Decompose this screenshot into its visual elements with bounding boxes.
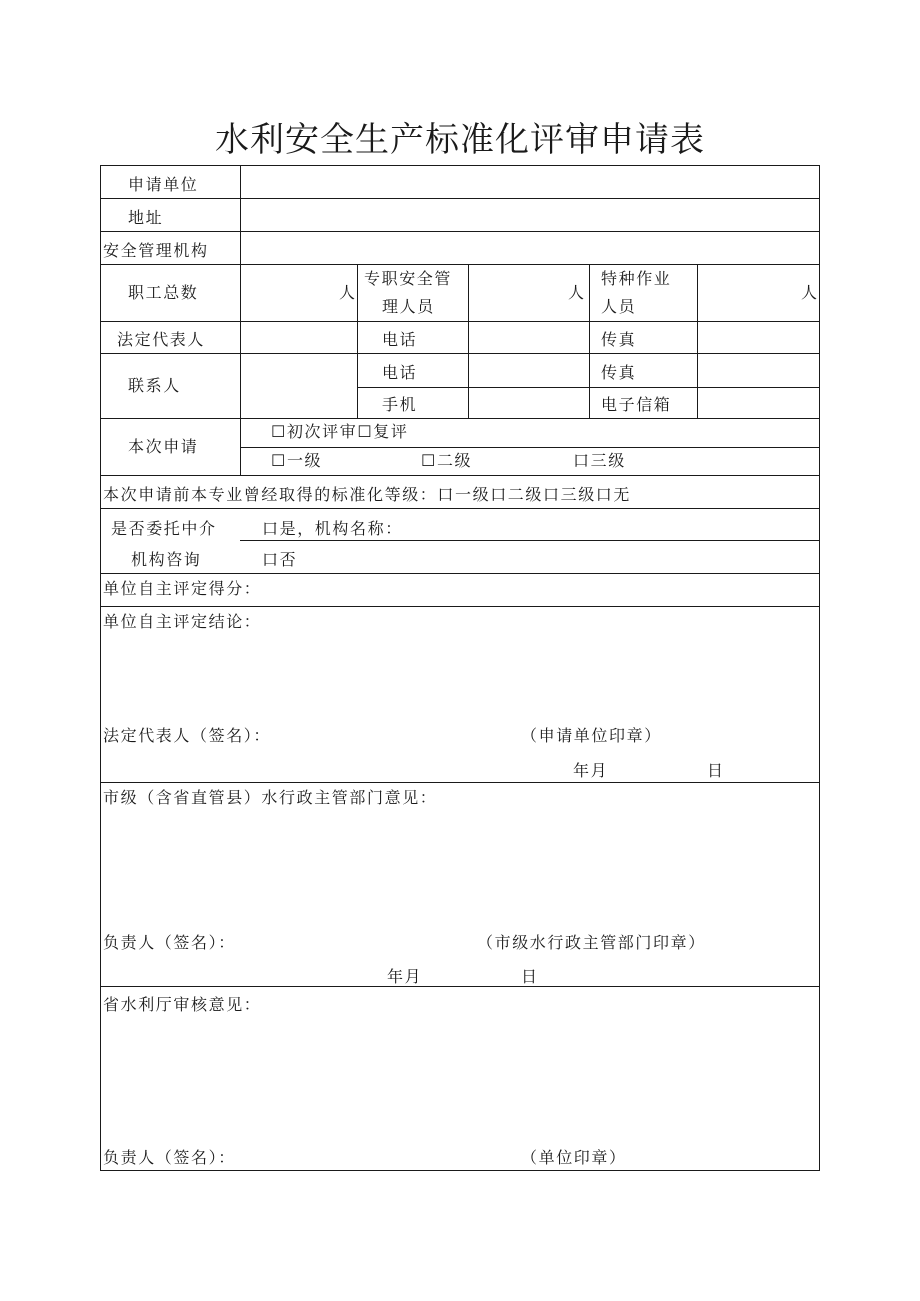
self-eval-score-label: 单位自主评定得分：	[103, 579, 262, 598]
contact-email-label: 电子信箱	[601, 395, 672, 414]
contact-mobile-field[interactable]	[469, 388, 589, 418]
city-seal-label: （市级水行政主管部门印章）	[477, 933, 706, 952]
legal-rep-fax-label: 传真	[601, 330, 637, 349]
province-seal-label: （单位印章）	[521, 1148, 627, 1167]
contact-field[interactable]	[241, 354, 357, 418]
special-ops-unit: 人	[801, 283, 819, 302]
special-ops-label-1: 特种作业	[601, 269, 672, 288]
row-divider	[101, 418, 819, 419]
intermediary-no-option[interactable]: 口否	[262, 550, 298, 569]
row-divider	[101, 606, 819, 607]
contact-label: 联系人	[128, 376, 181, 395]
address-label: 地址	[128, 208, 164, 227]
address-field[interactable]	[241, 199, 819, 231]
col-divider	[589, 264, 590, 418]
city-opinion-label: 市级（含省直管县）水行政主管部门意见：	[103, 788, 438, 807]
level-option-1[interactable]: ☐一级	[271, 451, 323, 470]
contact-phone-label: 电话	[382, 363, 418, 382]
application-form-table	[100, 165, 820, 1171]
row-divider	[240, 540, 819, 541]
level-option-3[interactable]: 口三级	[573, 451, 626, 470]
self-eval-date-d: 日	[707, 761, 725, 780]
row-divider	[101, 508, 819, 509]
province-signature-label: 负责人（签名）：	[103, 1148, 236, 1167]
intermediary-label-2: 机构咨询	[131, 550, 202, 569]
self-eval-signature-label: 法定代表人（签名）：	[103, 726, 272, 745]
contact-phone-field[interactable]	[469, 354, 589, 387]
applicant-unit-label: 申请单位	[128, 175, 199, 194]
city-date-d: 日	[521, 967, 539, 986]
city-date-ym: 年月	[387, 967, 423, 986]
fulltime-safety-label-1: 专职安全管	[364, 269, 453, 288]
self-eval-seal-label: （申请单位印章）	[521, 726, 662, 745]
row-divider	[101, 475, 819, 476]
legal-rep-phone-label: 电话	[382, 330, 418, 349]
total-staff-unit: 人	[339, 283, 357, 302]
col-divider	[240, 418, 241, 475]
previous-level-text[interactable]: 本次申请前本专业曾经取得的标准化等级：口一级口二级口三级口无	[103, 485, 632, 504]
self-eval-conclusion-label: 单位自主评定结论：	[103, 612, 262, 631]
legal-rep-phone-field[interactable]	[469, 322, 589, 353]
legal-rep-label: 法定代表人	[117, 330, 206, 349]
intermediary-label-1: 是否委托中介	[111, 519, 217, 538]
this-application-label: 本次申请	[128, 437, 199, 456]
contact-fax-field[interactable]	[698, 354, 819, 387]
applicant-unit-field[interactable]	[241, 167, 819, 198]
total-staff-label: 职工总数	[128, 283, 199, 302]
level-option-2[interactable]: ☐二级	[421, 451, 473, 470]
application-type-options[interactable]: ☐初次评审☐复评	[271, 422, 409, 441]
province-opinion-label: 省水利厅审核意见：	[103, 995, 262, 1014]
row-divider	[101, 782, 819, 783]
col-divider	[357, 264, 358, 418]
legal-rep-fax-field[interactable]	[698, 322, 819, 353]
contact-mobile-label: 手机	[382, 395, 418, 414]
special-ops-label-2: 人员	[601, 297, 637, 316]
city-signature-label: 负责人（签名）：	[103, 933, 236, 952]
fulltime-safety-unit: 人	[568, 283, 586, 302]
form-title: 水利安全生产标准化评审申请表	[215, 120, 705, 160]
intermediary-yes-option[interactable]: 口是，机构名称：	[262, 519, 403, 538]
row-divider	[101, 573, 819, 574]
fulltime-safety-label-2: 理人员	[382, 297, 435, 316]
self-eval-date-ym: 年月	[573, 761, 609, 780]
legal-rep-field[interactable]	[241, 322, 357, 353]
safety-org-field[interactable]	[241, 232, 819, 264]
safety-org-label: 安全管理机构	[103, 241, 209, 260]
row-divider	[101, 986, 819, 987]
contact-email-field[interactable]	[698, 388, 819, 418]
row-divider	[240, 447, 819, 448]
contact-fax-label: 传真	[601, 363, 637, 382]
